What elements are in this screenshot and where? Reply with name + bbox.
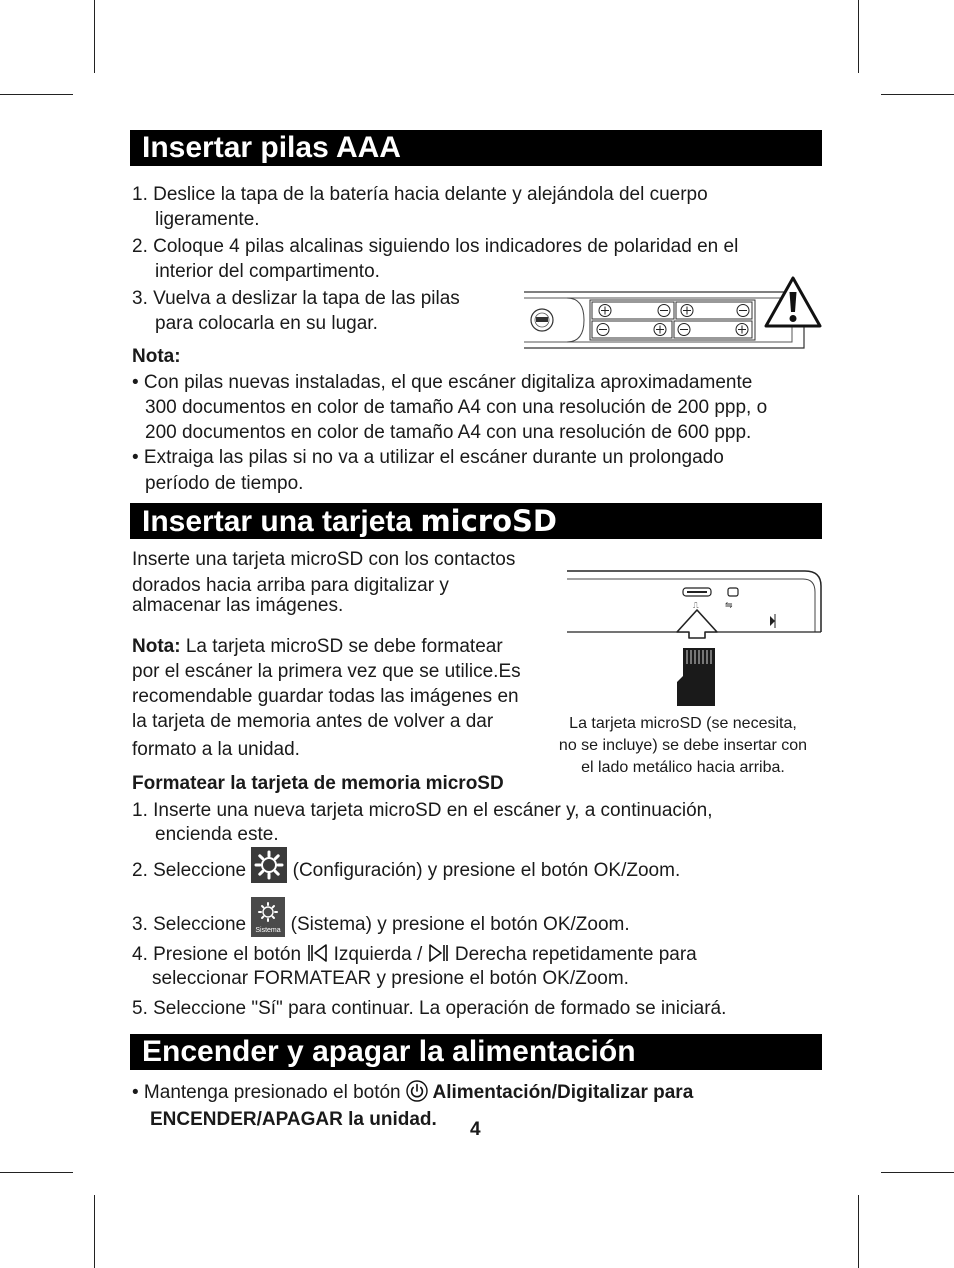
crop-mark — [94, 0, 95, 73]
step-1-line-1: 1. Deslice la tapa de la batería hacia delante y alejándola del cuerpo — [132, 184, 708, 205]
insert-arrow-icon — [677, 610, 717, 638]
svg-text:⎍: ⎍ — [693, 601, 699, 610]
crop-mark — [881, 94, 954, 95]
microsd-slot-icon — [683, 588, 711, 610]
svg-text:Sistema: Sistema — [255, 926, 282, 934]
power-icon — [406, 1080, 428, 1102]
crop-mark — [94, 1195, 95, 1268]
gear-icon — [251, 847, 287, 883]
right-arrow-icon — [428, 943, 450, 963]
microsd-caption-line-3: el lado metálico hacia arriba. — [581, 759, 785, 776]
crop-mark — [858, 1195, 859, 1268]
note-2-line-1: • Extraiga las pilas si no va a utilizar el escáner durante un prolongado — [132, 447, 724, 468]
microsd-caption-line-2: no se incluye) se debe insertar con — [558, 737, 808, 754]
power-bullet-line-1: • Mantenga presionado el botón Alimentación/Digitalizar para — [132, 1080, 693, 1105]
crop-mark — [881, 1172, 954, 1173]
note-1-line-2: 300 documentos en color de tamaño A4 con una resolución de 200 ppp, o — [145, 397, 768, 418]
note-2-line-2: período de tiempo. — [145, 473, 304, 494]
crop-mark — [0, 94, 73, 95]
warning-icon — [762, 274, 824, 330]
format-step-4-line-1: 4. Presione el botón Izquierda / Derecha repetidamente para — [132, 944, 697, 965]
svg-text:⇋: ⇋ — [725, 600, 733, 610]
microsd-note-line-2: por el escáner la primera vez que se utilice.Es — [132, 661, 521, 682]
microsd-note-line-1: Nota: La tarjeta microSD se debe formatear — [132, 636, 503, 657]
note-1-line-1: • Con pilas nuevas instaladas, el que escáner digitaliza aproximadamente — [132, 372, 753, 393]
microsd-note-line-5: formato a la unidad. — [132, 739, 300, 760]
step-1-line-2: ligeramente. — [155, 209, 260, 230]
power-bullet-line-2: ENCENDER/APAGAR la unidad. — [150, 1109, 437, 1130]
format-step-5: 5. Seleccione "Sí" para continuar. La operación de formado se iniciará. — [132, 998, 727, 1019]
format-step-1-line-2: encienda este. — [155, 824, 279, 845]
format-step-4-line-2: seleccionar FORMATEAR y presione el botón OK/Zoom. — [152, 968, 629, 989]
microsd-caption-line-1: La tarjeta microSD (se necesita, — [569, 715, 797, 732]
microsd-intro-line-3: almacenar las imágenes. — [132, 595, 344, 616]
scanner-side-illustration — [565, 566, 825, 708]
step-3-line-2: para colocarla en su lugar. — [155, 313, 378, 334]
format-step-1-line-1: 1. Inserte una nueva tarjeta microSD en el escáner y, a continuación, — [132, 800, 713, 821]
microsd-intro-line-1: Inserte una tarjeta microSD con los contactos — [132, 549, 516, 570]
step-2-line-1: 2. Coloque 4 pilas alcalinas siguiendo los indicadores de polaridad en el — [132, 236, 739, 257]
microsd-intro-line-2: dorados hacia arriba para digitalizar y — [132, 575, 449, 596]
section-title-power: Encender y apagar la alimentación — [130, 1034, 822, 1070]
usb-icon — [725, 588, 738, 610]
section-title-batteries: Insertar pilas AAA — [130, 130, 822, 166]
crop-mark — [0, 1172, 73, 1173]
format-step-2: 2. Seleccione (Configuración) y presione el botón OK/Zoom. — [132, 858, 680, 883]
section-title-microsd: Insertar una tarjeta microSD — [130, 503, 822, 539]
left-arrow-icon — [306, 943, 328, 963]
crop-mark — [858, 0, 859, 73]
page-number: 4 — [470, 1119, 481, 1140]
microsd-note-line-4: la tarjeta de memoria antes de volver a dar — [132, 711, 494, 732]
note-label: Nota: — [132, 346, 181, 367]
microsd-card-icon — [677, 648, 715, 706]
format-step-3: 3. Seleccione Sistema (Sistema) y presione el botón OK/Zoom. — [132, 912, 630, 937]
microsd-note-line-3: recomendable guardar todas las imágenes en — [132, 686, 519, 707]
step-3-line-1: 3. Vuelva a deslizar la tapa de las pilas — [132, 288, 460, 309]
note-1-line-3: 200 documentos en color de tamaño A4 con una resolución de 600 ppp. — [145, 422, 752, 443]
format-heading: Formatear la tarjeta de memoria microSD — [132, 773, 504, 794]
system-gear-icon — [251, 897, 285, 937]
step-2-line-2: interior del compartimento. — [155, 261, 380, 282]
